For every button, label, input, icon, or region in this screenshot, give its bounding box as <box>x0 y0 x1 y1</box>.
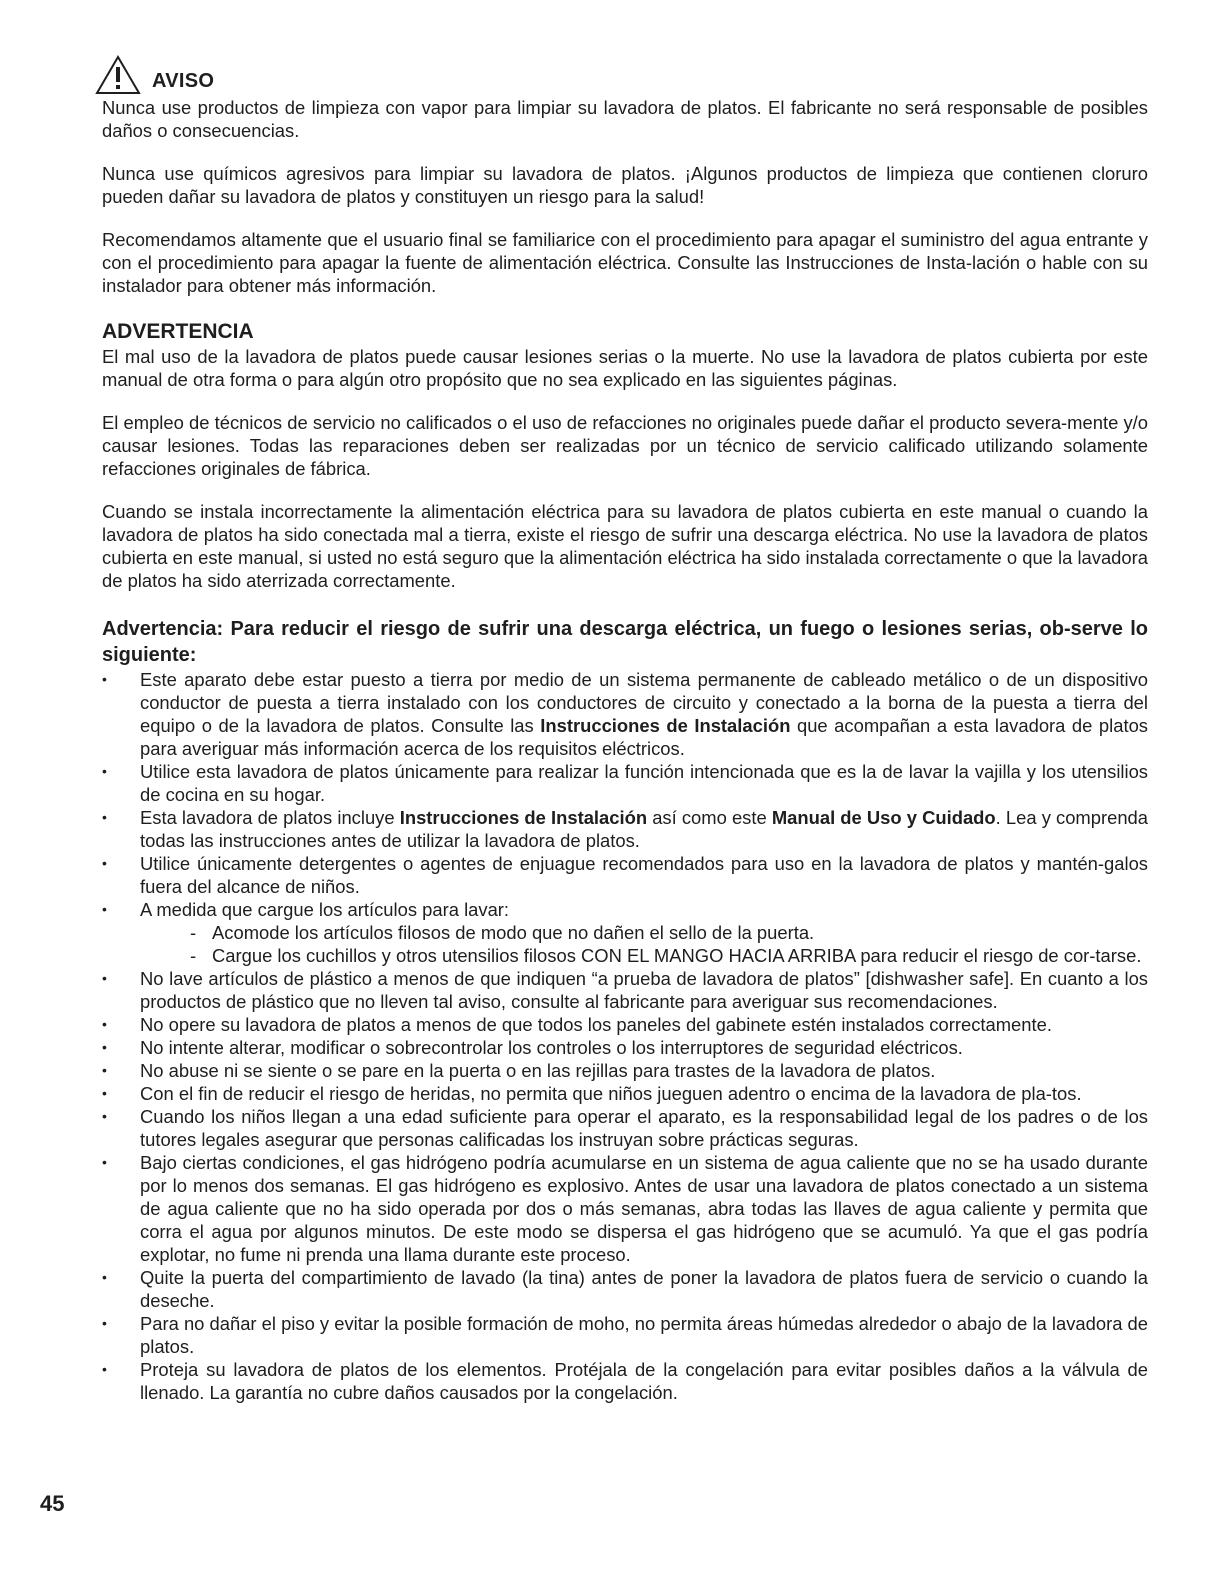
list-item: • No lave artículos de plástico a menos de que indiquen “a prueba de lavadora de platos” [dishwasher safe]. En cuanto a los productos de plástico que no lleven tal aviso, consulte al fabricante para averiguar sus recomendaciones. <box>102 968 1148 1012</box>
list-item: • No abuse ni se siente o se pare en la puerta o en las rejillas para trastes de la lavadora de platos. <box>102 1060 936 1081</box>
bullet-icon: • <box>102 1108 107 1124</box>
list-item: • Para no dañar el piso y evitar la posible formación de moho, no permita áreas húmedas alrededor o abajo de la lavadora de platos. <box>102 1313 1149 1357</box>
aviso-title: AVISO <box>152 70 215 92</box>
list-item: • Utilice únicamente detergentes o agentes de enjuague recomendados para uso en la lavadora de platos y mantén-galos fuera del alcance de niños. <box>102 853 1148 897</box>
list-item: • No opere su lavadora de platos a menos de que todos los paneles del gabinete estén instalados correctamente. <box>102 1014 1052 1035</box>
bullet-icon: • <box>102 970 107 986</box>
bullet-icon: • <box>102 1269 107 1285</box>
safety-heading: Advertencia: Para reducir el riesgo de sufrir una descarga eléctrica, un fuego o lesiones serias, ob-serve lo siguiente: <box>102 618 1148 666</box>
list-item: • Este aparato debe estar puesto a tierra por medio de un sistema permanente de cableado metálico o de un dispositivo conductor de puesta a tierra instalado con los conductores de circuito y conectado a la borna de la puesta a tierra del equipo o de la lavadora de platos. Consulte las Instrucciones de Instalación que acompañan a esta lavadora de platos para averiguar más información acerca de los requisitos eléctricos. <box>102 669 1148 759</box>
list-item: • A medida que cargue los artículos para lavar: - Acomode los artículos filosos de modo que no dañen el sello de la puerta. - Cargue los cuchillos y otros utensilios filosos CON EL MANGO HACIA ARRIBA para reducir el riesgo de cor-tarse. <box>102 898 1148 967</box>
list-item: • Quite la puerta del compartimiento de lavado (la tina) antes de poner la lavadora de platos fuera de servicio o cuando la deseche. <box>102 1267 1148 1311</box>
sub-list-item: - Cargue los cuchillos y otros utensilios filosos CON EL MANGO HACIA ARRIBA para reducir el riesgo de cor-tarse. <box>140 944 1148 967</box>
bullet-icon: • <box>102 1315 107 1331</box>
advertencia-paragraph-1: El mal uso de la lavadora de platos puede causar lesiones serias o la muerte. No use la lavadora de platos cubierta por este manual de otra forma o para algún otro propósito que no sea explicado en las siguientes páginas. <box>102 346 1148 390</box>
list-item: • Utilice esta lavadora de platos únicamente para realizar la función intencionada que es la de lavar la vajilla y los utensilios de cocina en su hogar. <box>102 761 1148 805</box>
bullet-icon: • <box>102 1039 107 1055</box>
page-content <box>102 50 1148 1404</box>
bullet-icon: • <box>102 671 107 687</box>
list-item: • No intente alterar, modificar o sobrecontrolar los controles o los interruptores de seguridad eléctricos. <box>102 1037 963 1058</box>
list-item: • Bajo ciertas condiciones, el gas hidrógeno podría acumularse en un sistema de agua caliente que no se ha usado durante por lo menos dos semanas. El gas hidrógeno es explosivo. Antes de usar una lavadora de platos conectado a un sistema de agua caliente que no ha sido operada por dos o más semanas, abra todas las llaves de agua caliente y permita que corra el agua por algunos minutos. De este modo se dispersa el gas hidrógeno que se acumuló. Ya que el gas podría explotar, no fume ni prenda una llama durante este proceso. <box>102 1152 1148 1265</box>
bullet-icon: • <box>102 1361 107 1377</box>
list-item: • Cuando los niños llegan a una edad suficiente para operar el aparato, es la responsabilidad legal de los padres o de los tutores legales asegurar que personas calificadas los instruyan sobre prácticas seguras. <box>102 1106 1148 1150</box>
list-item: • Con el fin de reducir el riesgo de heridas, no permita que niños jueguen adentro o encima de la lavadora de pla-tos. <box>102 1083 1082 1104</box>
aviso-paragraph-3: Recomendamos altamente que el usuario final se familiarice con el procedimiento para apagar el suministro del agua entrante y con el procedimiento para apagar la fuente de alimentación eléctrica. Consulte las Instrucciones de Insta-lación o hable con su instalador para obtener más información. <box>102 229 1148 296</box>
list-item: • Proteja su lavadora de platos de los elementos. Protéjala de la congelación para evitar posibles daños a la válvula de llenado. La garantía no cubre daños causados por la congelación. <box>102 1359 1148 1403</box>
bullet-icon: • <box>102 1085 107 1101</box>
advertencia-paragraph-2: El empleo de técnicos de servicio no calificados o el uso de refacciones no originales puede dañar el producto severa-mente y/o causar lesiones. Todas las reparaciones deben ser realizadas por un técnico de servicio calificado utilizando solamente refacciones originales de fábrica. <box>102 412 1148 479</box>
advertencia-paragraph-3: Cuando se instala incorrectamente la alimentación eléctrica para su lavadora de platos cubierta en este manual o cuando la lavadora de platos ha sido conectada mal a tierra, existe el riesgo de sufrir una descarga eléctrica. No use la lavadora de platos cubierta en este manual, si usted no está seguro que la alimentación eléctrica ha sido instalada correctamente o que la lavadora de platos ha sido aterrizada correctamente. <box>102 501 1148 591</box>
warning-triangle-icon <box>94 54 142 96</box>
bullet-icon: • <box>102 901 107 917</box>
page-number: 45 <box>40 1491 65 1516</box>
aviso-header <box>94 50 1148 96</box>
aviso-paragraph-2: Nunca use químicos agresivos para limpiar su lavadora de platos. ¡Algunos productos de limpieza que contienen cloruro pueden dañar su lavadora de platos y constituyen un riesgo para la salud! <box>102 163 1148 207</box>
aviso-paragraph-1: Nunca use productos de limpieza con vapor para limpiar su lavadora de platos. El fabricante no será responsable de posibles daños o consecuencias. <box>102 97 1148 141</box>
safety-list <box>102 668 1148 1404</box>
sub-list-item: - Acomode los artículos filosos de modo que no dañen el sello de la puerta. <box>140 921 1148 944</box>
dash-icon: - <box>190 945 197 966</box>
bullet-icon: • <box>102 1016 107 1032</box>
advertencia-title: ADVERTENCIA <box>102 320 254 343</box>
dash-icon: - <box>190 922 197 943</box>
sub-list <box>140 921 1148 967</box>
bullet-icon: • <box>102 855 107 871</box>
bullet-icon: • <box>102 1062 107 1078</box>
list-item: • Esta lavadora de platos incluye Instrucciones de Instalación así como este Manual de Uso y Cuidado. Lea y comprenda todas las instrucciones antes de utilizar la lavadora de platos. <box>102 807 1149 851</box>
bullet-icon: • <box>102 1154 107 1170</box>
bullet-icon: • <box>102 809 107 825</box>
bullet-icon: • <box>102 763 107 779</box>
